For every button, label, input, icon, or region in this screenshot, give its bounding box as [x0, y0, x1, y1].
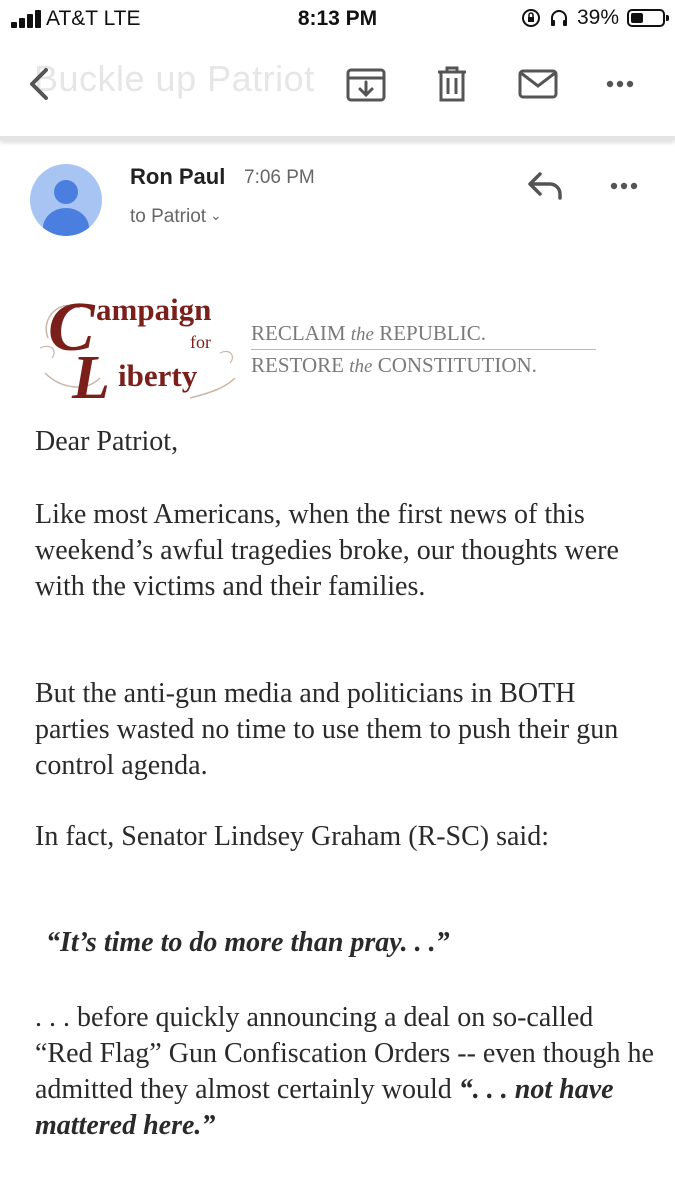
body-paragraph-2: But the anti-gun media and politicians in BOTH parties wasted no time to use them to push their gun control agenda. [35, 678, 619, 781]
logo-initial-l: L [72, 344, 110, 408]
body-paragraph-1: Like most Americans, when the first news of this weekend’s awful tragedies broke, our thoughts were with the victims and their families. [35, 499, 619, 602]
recipient-details-toggle[interactable] [130, 206, 222, 228]
sent-time: 7:06 PM [244, 167, 315, 188]
headphones-icon [549, 8, 569, 28]
logo-word-liberty: iberty [118, 358, 198, 393]
subject-ghost-text: Buckle up Patriot [34, 58, 315, 99]
battery-icon [627, 9, 665, 27]
body-paragraph-4: . . . before quickly announcing a deal on so-called “Red Flag” Gun Confiscation Orders -- even though he admitted they almost certainly would “. . . not have mattered here.” [35, 1002, 654, 1141]
logo-tagline: RECLAIM the REPUBLIC. RESTORE the CONSTITUTION. [251, 318, 537, 382]
clock: 8:13 PM [297, 7, 378, 30]
carrier-label: AT&T LTE [46, 7, 141, 30]
email-toolbar [0, 40, 675, 140]
mark-unread-mail-icon[interactable] [516, 62, 560, 106]
battery-percent: 39% [576, 6, 619, 29]
back-arrow-icon[interactable] [20, 62, 64, 106]
pull-quote: “It’s time to do more than pray. . .” [46, 927, 450, 958]
chevron-down-icon: ⌄ [210, 207, 222, 223]
emphasis-quote: “. . . not have mattered here.” [35, 1074, 614, 1141]
sender-avatar[interactable] [30, 164, 102, 236]
message-more-options-icon[interactable] [602, 168, 646, 204]
body-paragraph-3: In fact, Senator Lindsey Graham (R-SC) said: [35, 821, 549, 852]
rotation-lock-icon [521, 8, 541, 28]
sender-name[interactable]: Ron Paul [130, 164, 226, 189]
campaign-for-liberty-logo [40, 278, 240, 408]
reply-icon[interactable] [524, 168, 568, 204]
archive-icon[interactable] [344, 62, 388, 106]
status-bar [0, 0, 675, 38]
trash-icon[interactable] [430, 62, 474, 106]
recipient-label: to Patriot [130, 206, 207, 227]
more-options-icon[interactable] [598, 62, 642, 106]
logo-word-campaign: ampaign [96, 292, 212, 327]
logo-word-for: for [190, 332, 211, 352]
greeting: Dear Patriot, [35, 426, 179, 457]
logo-initial-c: C [48, 289, 95, 366]
